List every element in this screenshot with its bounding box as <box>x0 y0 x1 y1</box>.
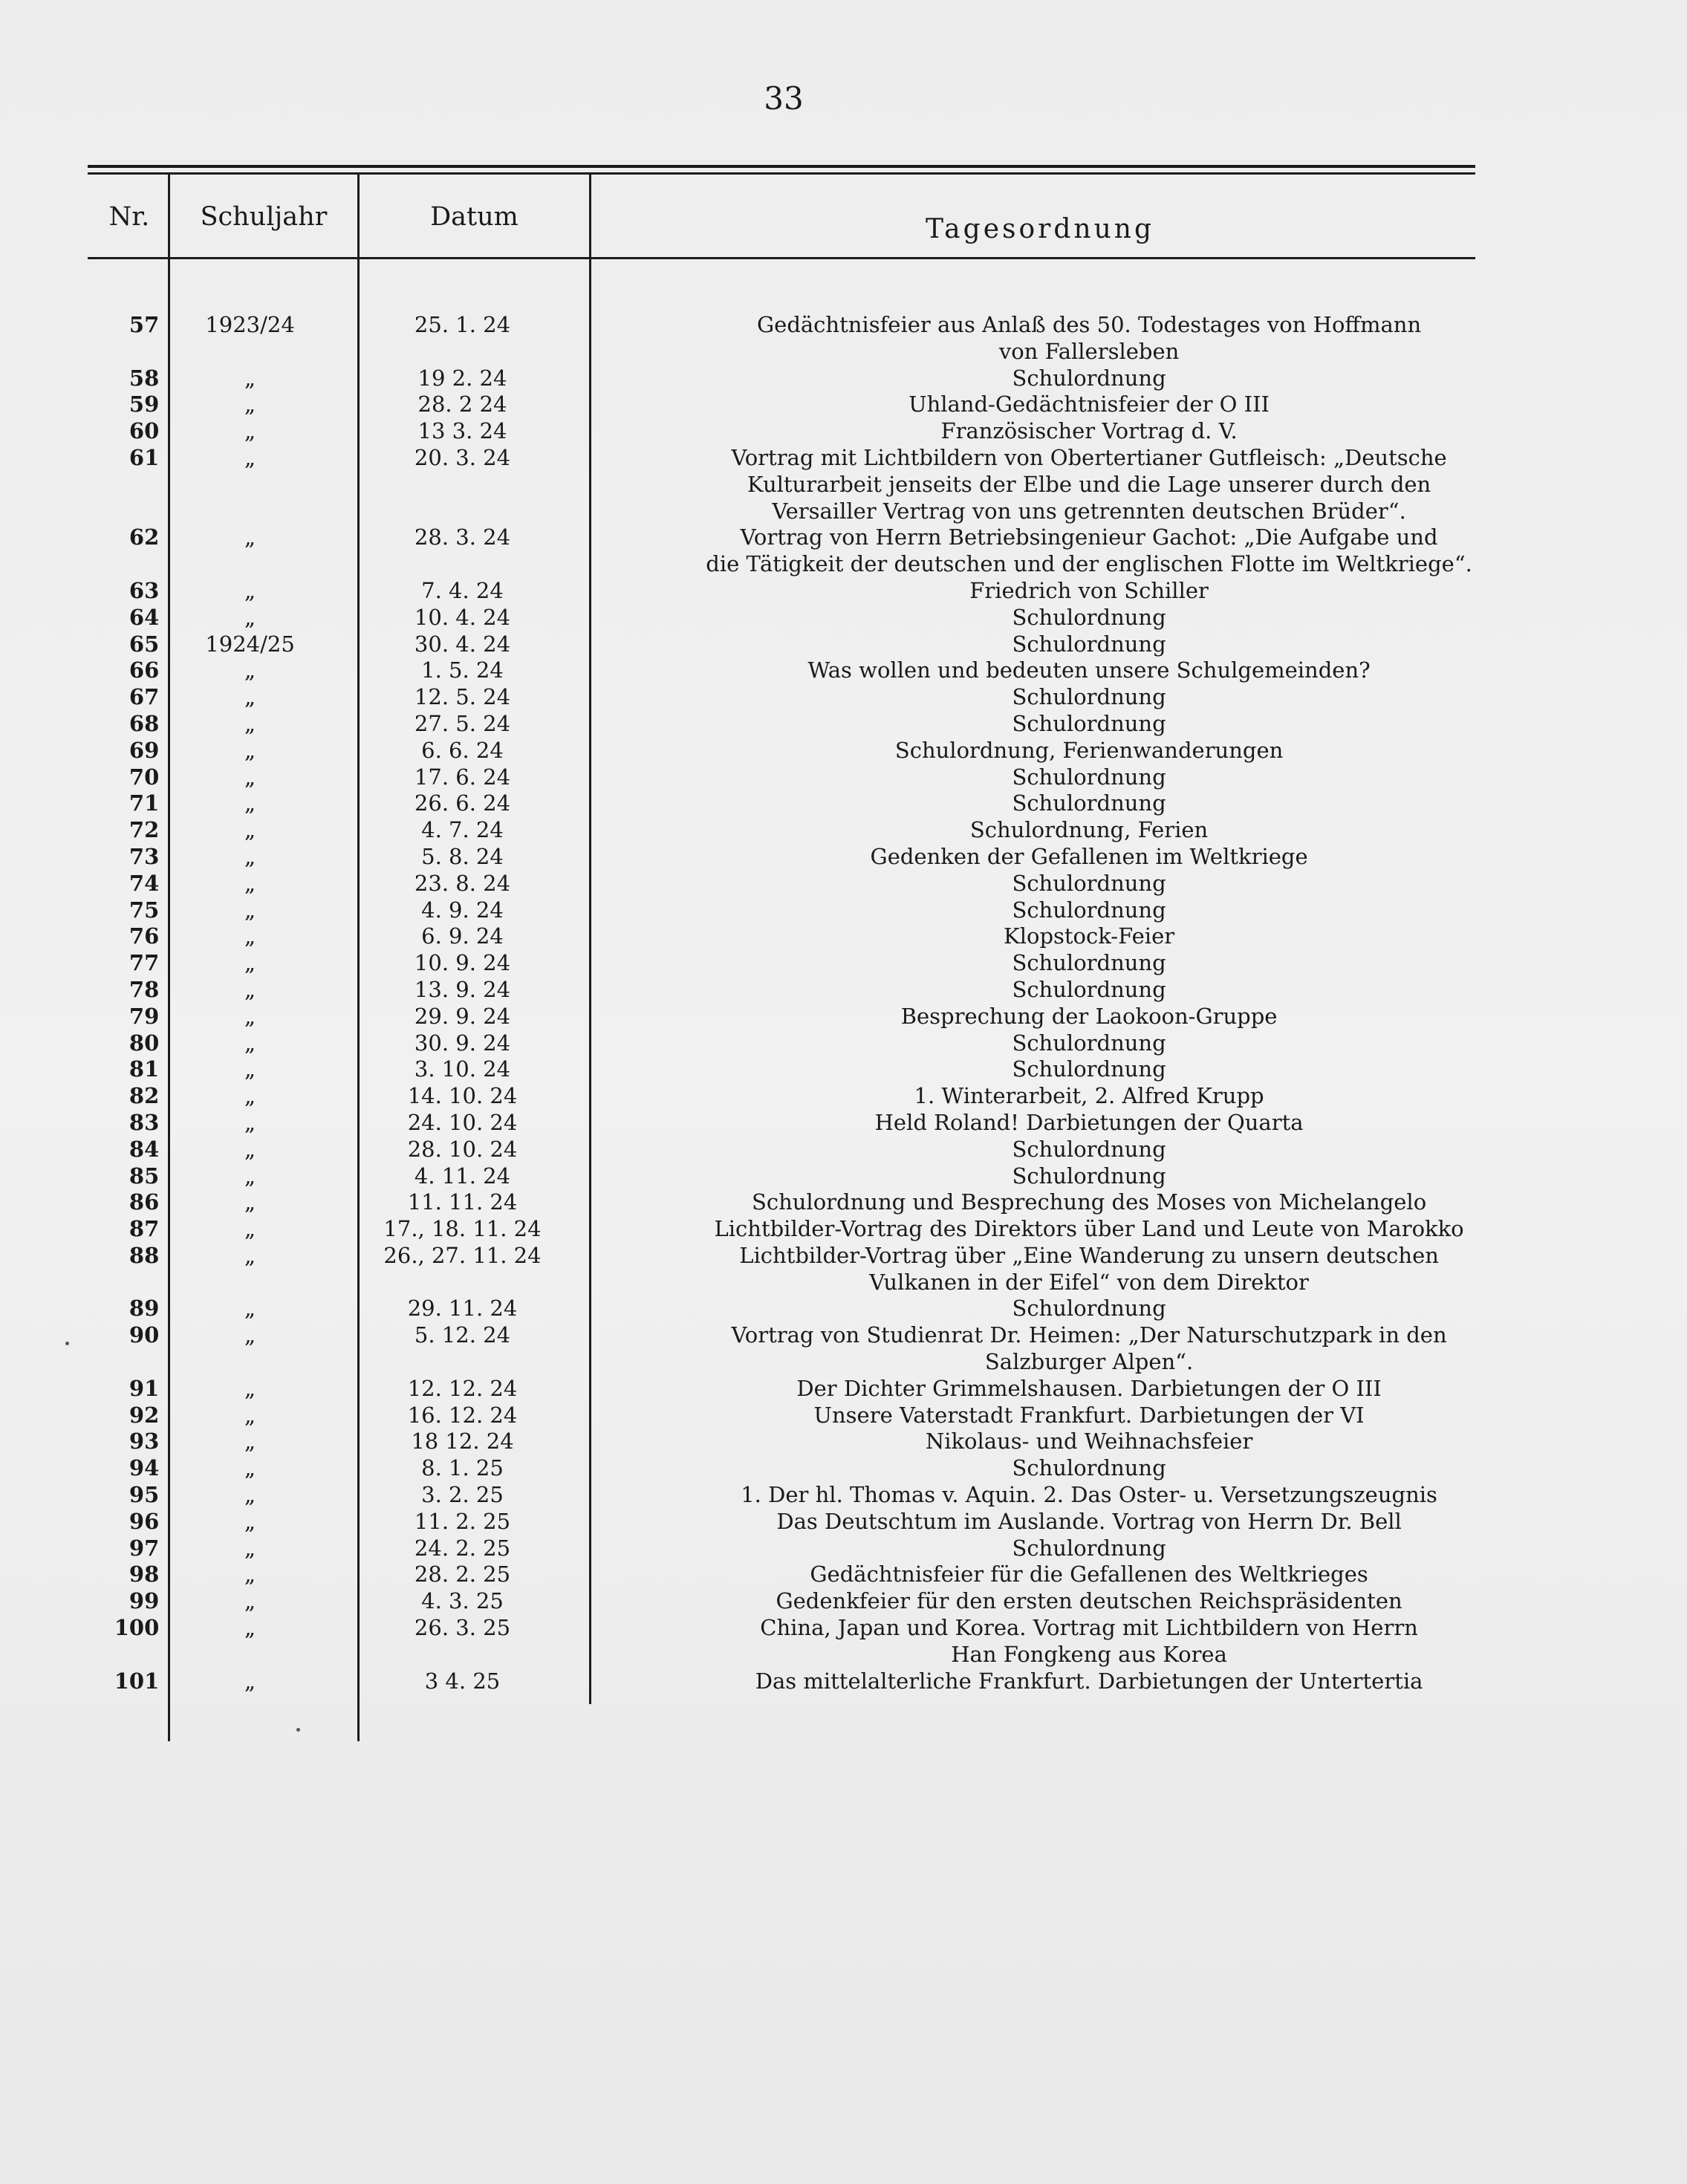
row-datum: 28. 10. 24 <box>407 1136 518 1162</box>
row-number: 91 <box>129 1375 160 1401</box>
row-datum: 25. 1. 24 <box>414 312 511 337</box>
row-number: 97 <box>129 1535 160 1561</box>
row-tagesordnung: Schulordnung <box>1012 950 1166 976</box>
row-schuljahr: „ <box>244 1003 256 1029</box>
table-row <box>88 1509 1475 1535</box>
row-tagesordnung: Schulordnung <box>1012 1455 1166 1481</box>
table-row <box>88 1243 1475 1296</box>
row-datum: 4. 3. 25 <box>421 1588 504 1614</box>
row-datum: 30. 9. 24 <box>414 1030 511 1056</box>
meeting-table-body <box>88 312 1475 1694</box>
table-row <box>88 445 1475 524</box>
row-schuljahr: „ <box>244 1668 256 1694</box>
header-tagesordnung: Tagesordnung <box>925 214 1155 244</box>
row-datum: 13 3. 24 <box>417 418 507 444</box>
row-number: 92 <box>129 1402 160 1428</box>
table-row <box>88 684 1475 711</box>
row-schuljahr: „ <box>244 1375 256 1401</box>
header-datum: Datum <box>430 202 519 232</box>
table-row <box>88 923 1475 950</box>
row-number: 86 <box>129 1189 160 1215</box>
row-datum: 10. 4. 24 <box>414 604 511 630</box>
row-number: 81 <box>129 1056 160 1082</box>
row-schuljahr: „ <box>244 1189 256 1215</box>
row-datum: 4. 11. 24 <box>414 1163 511 1189</box>
row-tagesordnung: Was wollen und bedeuten unsere Schulgemeinden? <box>807 657 1371 683</box>
row-schuljahr: „ <box>244 1561 256 1587</box>
row-tagesordnung: Vortrag von Studienrat Dr. Heimen: „Der Naturschutzpark in den Salzburger Alpen“. <box>731 1322 1447 1375</box>
row-datum: 6. 6. 24 <box>421 737 504 763</box>
row-schuljahr: „ <box>244 604 256 630</box>
row-schuljahr: „ <box>244 870 256 896</box>
row-schuljahr: „ <box>244 1242 256 1268</box>
table-row <box>88 1189 1475 1216</box>
table-row <box>88 1455 1475 1482</box>
table-row <box>88 844 1475 871</box>
row-number: 90 <box>129 1322 160 1348</box>
row-tagesordnung: Schulordnung <box>1012 976 1166 1002</box>
row-number: 67 <box>129 684 160 710</box>
row-tagesordnung: Vortrag von Herrn Betriebsingenieur Gachot: „Die Aufgabe und die Tätigkeit der deutschen und der englischen Flotte im Weltkriege“. <box>706 524 1472 577</box>
table-row <box>88 1668 1475 1695</box>
row-tagesordnung: China, Japan und Korea. Vortrag mit Lichtbildern von Herrn Han Fongkeng aus Korea <box>760 1615 1418 1667</box>
table-row <box>88 738 1475 764</box>
row-number: 69 <box>129 737 160 763</box>
row-number: 93 <box>129 1429 160 1455</box>
row-number: 62 <box>129 524 160 550</box>
row-datum: 27. 5. 24 <box>414 710 511 736</box>
row-datum: 26. 6. 24 <box>414 790 511 816</box>
table-row <box>88 1004 1475 1030</box>
row-number: 87 <box>129 1216 160 1242</box>
row-schuljahr: „ <box>244 444 256 470</box>
row-number: 79 <box>129 1003 160 1029</box>
row-tagesordnung: Vortrag mit Lichtbildern von Obertertianer Gutfleisch: „Deutsche Kulturarbeit jenseits der Elbe und die Lage unserer durch den Versailler Vertrag von uns getrennten deutschen Brüder“. <box>731 444 1447 524</box>
row-tagesordnung: Das mittelalterliche Frankfurt. Darbietungen der Untertertia <box>755 1668 1423 1694</box>
row-tagesordnung: Schulordnung <box>1012 684 1166 710</box>
table-row <box>88 418 1475 445</box>
row-datum: 5. 12. 24 <box>414 1322 511 1348</box>
row-tagesordnung: Held Roland! Darbietungen der Quarta <box>874 1109 1304 1135</box>
row-number: 98 <box>129 1561 160 1587</box>
table-row <box>88 1030 1475 1057</box>
row-datum: 28. 3. 24 <box>414 524 511 550</box>
row-schuljahr: „ <box>244 1535 256 1561</box>
row-tagesordnung: Schulordnung <box>1012 870 1166 896</box>
row-schuljahr: 1924/25 <box>205 631 295 657</box>
row-schuljahr: „ <box>244 976 256 1002</box>
header-rule <box>88 257 1475 259</box>
row-tagesordnung: Gedenkfeier für den ersten deutschen Reichspräsidenten <box>776 1588 1402 1614</box>
row-number: 99 <box>129 1588 160 1614</box>
row-number: 60 <box>129 418 160 444</box>
row-datum: 3. 10. 24 <box>414 1056 511 1082</box>
table-row <box>88 524 1475 578</box>
row-schuljahr: „ <box>244 1163 256 1189</box>
table-row <box>88 977 1475 1004</box>
row-datum: 3 4. 25 <box>424 1668 501 1694</box>
row-number: 75 <box>129 897 160 923</box>
row-schuljahr: „ <box>244 1030 256 1056</box>
row-schuljahr: „ <box>244 764 256 790</box>
table-row <box>88 1403 1475 1429</box>
row-datum: 24. 2. 25 <box>414 1535 511 1561</box>
row-datum: 17., 18. 11. 24 <box>383 1216 542 1242</box>
row-number: 70 <box>129 764 160 790</box>
row-datum: 11. 2. 25 <box>414 1508 511 1534</box>
row-tagesordnung: Schulordnung <box>1012 790 1166 816</box>
row-number: 57 <box>129 312 160 337</box>
row-number: 88 <box>129 1242 160 1268</box>
row-tagesordnung: Lichtbilder-Vortrag über „Eine Wanderung zu unsern deutschen Vulkanen in der Eifel“ von dem Direktor <box>739 1242 1439 1295</box>
row-tagesordnung: Schulordnung <box>1012 710 1166 736</box>
table-row <box>88 1615 1475 1668</box>
row-number: 68 <box>129 710 160 736</box>
row-schuljahr: „ <box>244 1136 256 1162</box>
row-datum: 8. 1. 25 <box>421 1455 504 1481</box>
row-tagesordnung: Französischer Vortrag d. V. <box>940 418 1238 444</box>
row-datum: 7. 4. 24 <box>421 577 504 603</box>
row-schuljahr: „ <box>244 1429 256 1455</box>
row-datum: 10. 9. 24 <box>414 950 511 976</box>
row-number: 78 <box>129 976 160 1002</box>
row-number: 66 <box>129 657 160 683</box>
row-tagesordnung: Schulordnung <box>1012 604 1166 630</box>
scan-speck <box>296 1728 300 1732</box>
row-tagesordnung: Schulordnung <box>1012 1056 1166 1082</box>
row-number: 83 <box>129 1109 160 1135</box>
table-row <box>88 1216 1475 1243</box>
table-row <box>88 1588 1475 1615</box>
row-datum: 26. 3. 25 <box>414 1615 511 1641</box>
row-tagesordnung: Lichtbilder-Vortrag des Direktors über Land und Leute von Marokko <box>714 1216 1464 1242</box>
row-datum: 23. 8. 24 <box>414 870 511 896</box>
row-number: 95 <box>129 1482 160 1508</box>
row-datum: 4. 7. 24 <box>421 817 504 843</box>
scan-speck <box>65 1342 69 1345</box>
row-number: 76 <box>129 923 160 949</box>
row-schuljahr: „ <box>244 577 256 603</box>
table-row <box>88 1561 1475 1588</box>
table-row <box>88 631 1475 658</box>
row-number: 74 <box>129 870 160 896</box>
table-row <box>88 1482 1475 1509</box>
row-number: 94 <box>129 1455 160 1481</box>
row-schuljahr: 1923/24 <box>205 312 295 337</box>
row-datum: 18 12. 24 <box>411 1429 514 1455</box>
row-tagesordnung: Schulordnung <box>1012 1535 1166 1561</box>
row-number: 101 <box>114 1668 160 1694</box>
row-schuljahr: „ <box>244 365 256 391</box>
row-datum: 6. 9. 24 <box>421 923 504 949</box>
row-schuljahr: „ <box>244 1482 256 1508</box>
table-row <box>88 578 1475 605</box>
row-schuljahr: „ <box>244 1296 256 1322</box>
table-row <box>88 365 1475 392</box>
table-row <box>88 764 1475 791</box>
row-number: 80 <box>129 1030 160 1056</box>
row-schuljahr: „ <box>244 1508 256 1534</box>
row-tagesordnung: Der Dichter Grimmelshausen. Darbietungen der O III <box>796 1375 1382 1401</box>
row-number: 59 <box>129 391 160 417</box>
row-schuljahr: „ <box>244 524 256 550</box>
row-tagesordnung: Schulordnung <box>1012 631 1166 657</box>
table-row <box>88 1322 1475 1376</box>
row-tagesordnung: Unsere Vaterstadt Frankfurt. Darbietungen der VI <box>813 1402 1365 1428</box>
table-row <box>88 657 1475 684</box>
row-datum: 24. 10. 24 <box>407 1109 518 1135</box>
row-number: 89 <box>129 1296 160 1322</box>
table-row <box>88 817 1475 844</box>
row-tagesordnung: Schulordnung <box>1012 1030 1166 1056</box>
row-schuljahr: „ <box>244 843 256 869</box>
row-tagesordnung: Gedächtnisfeier aus Anlaß des 50. Todestages von Hoffmann von Fallersleben <box>756 312 1422 364</box>
row-datum: 29. 11. 24 <box>407 1296 518 1322</box>
header-schuljahr: Schuljahr <box>200 202 328 232</box>
row-number: 84 <box>129 1136 160 1162</box>
row-tagesordnung: Schulordnung <box>1012 1296 1166 1322</box>
row-tagesordnung: Schulordnung <box>1012 897 1166 923</box>
table-row <box>88 1429 1475 1455</box>
table-row <box>88 1137 1475 1163</box>
table-row <box>88 711 1475 738</box>
row-number: 71 <box>129 790 160 816</box>
table-row <box>88 1056 1475 1083</box>
row-datum: 5. 8. 24 <box>421 843 504 869</box>
table-row <box>88 391 1475 418</box>
row-number: 64 <box>129 604 160 630</box>
row-schuljahr: „ <box>244 684 256 710</box>
row-tagesordnung: Klopstock-Feier <box>1004 923 1175 949</box>
row-datum: 14. 10. 24 <box>407 1083 518 1109</box>
table-row <box>88 1535 1475 1562</box>
row-schuljahr: „ <box>244 1615 256 1641</box>
top-rule <box>88 165 1475 168</box>
table-row <box>88 1163 1475 1190</box>
table-row <box>88 1296 1475 1322</box>
row-number: 72 <box>129 817 160 843</box>
table-row <box>88 605 1475 631</box>
row-schuljahr: „ <box>244 1109 256 1135</box>
row-datum: 11. 11. 24 <box>407 1189 518 1215</box>
row-datum: 3. 2. 25 <box>421 1482 504 1508</box>
row-schuljahr: „ <box>244 1402 256 1428</box>
row-number: 96 <box>129 1508 160 1534</box>
row-schuljahr: „ <box>244 1056 256 1082</box>
row-tagesordnung: Schulordnung <box>1012 1136 1166 1162</box>
row-tagesordnung: Nikolaus- und Weihnachsfeier <box>925 1429 1253 1455</box>
row-number: 65 <box>129 631 160 657</box>
table-row <box>88 1376 1475 1403</box>
row-tagesordnung: Uhland-Gedächtnisfeier der O III <box>908 391 1270 417</box>
row-schuljahr: „ <box>244 1083 256 1109</box>
row-number: 82 <box>129 1083 160 1109</box>
row-schuljahr: „ <box>244 817 256 843</box>
row-number: 61 <box>129 444 160 470</box>
row-schuljahr: „ <box>244 923 256 949</box>
row-datum: 29. 9. 24 <box>414 1003 511 1029</box>
row-datum: 26., 27. 11. 24 <box>383 1242 542 1268</box>
row-number: 58 <box>129 365 160 391</box>
row-tagesordnung: Schulordnung und Besprechung des Moses von Michelangelo <box>751 1189 1427 1215</box>
row-number: 73 <box>129 843 160 869</box>
row-tagesordnung: Gedächtnisfeier für die Gefallenen des Weltkrieges <box>810 1561 1368 1587</box>
row-tagesordnung: Das Deutschtum im Auslande. Vortrag von Herrn Dr. Bell <box>776 1508 1402 1534</box>
row-datum: 13. 9. 24 <box>414 976 511 1002</box>
table-row <box>88 1110 1475 1137</box>
row-tagesordnung: Schulordnung <box>1012 764 1166 790</box>
row-schuljahr: „ <box>244 1216 256 1242</box>
row-tagesordnung: Besprechung der Laokoon-Gruppe <box>900 1003 1278 1029</box>
row-tagesordnung: Schulordnung, Ferien <box>969 817 1209 843</box>
table-row <box>88 312 1475 365</box>
table-row <box>88 790 1475 817</box>
table-row <box>88 1083 1475 1110</box>
row-datum: 20. 3. 24 <box>414 444 511 470</box>
table-row <box>88 897 1475 924</box>
row-number: 63 <box>129 577 160 603</box>
row-tagesordnung: Schulordnung <box>1012 1163 1166 1189</box>
row-number: 85 <box>129 1163 160 1189</box>
row-datum: 28. 2. 25 <box>414 1561 511 1587</box>
row-datum: 16. 12. 24 <box>407 1402 518 1428</box>
table-row <box>88 950 1475 977</box>
row-schuljahr: „ <box>244 950 256 976</box>
row-schuljahr: „ <box>244 1588 256 1614</box>
row-datum: 28. 2 24 <box>417 391 507 417</box>
row-schuljahr: „ <box>244 657 256 683</box>
row-datum: 4. 9. 24 <box>421 897 504 923</box>
row-number: 100 <box>114 1615 160 1641</box>
row-tagesordnung: 1. Der hl. Thomas v. Aquin. 2. Das Oster- u. Versetzungszeugnis <box>741 1482 1437 1508</box>
row-datum: 17. 6. 24 <box>414 764 511 790</box>
header-nr: Nr. <box>108 202 150 232</box>
row-schuljahr: „ <box>244 1455 256 1481</box>
row-datum: 19 2. 24 <box>417 365 507 391</box>
row-tagesordnung: Gedenken der Gefallenen im Weltkriege <box>870 843 1308 869</box>
row-datum: 12. 5. 24 <box>414 684 511 710</box>
row-schuljahr: „ <box>244 391 256 417</box>
row-tagesordnung: Schulordnung <box>1012 365 1166 391</box>
row-schuljahr: „ <box>244 1322 256 1348</box>
row-number: 77 <box>129 950 160 976</box>
row-datum: 30. 4. 24 <box>414 631 511 657</box>
row-schuljahr: „ <box>244 897 256 923</box>
row-schuljahr: „ <box>244 710 256 736</box>
top-rule-thin <box>88 172 1475 175</box>
row-tagesordnung: Friedrich von Schiller <box>969 577 1209 603</box>
row-tagesordnung: Schulordnung, Ferienwanderungen <box>894 737 1284 763</box>
page-number: 33 <box>764 80 804 117</box>
row-schuljahr: „ <box>244 418 256 444</box>
row-datum: 1. 5. 24 <box>421 657 504 683</box>
row-schuljahr: „ <box>244 737 256 763</box>
row-datum: 12. 12. 24 <box>407 1375 518 1401</box>
row-tagesordnung: 1. Winterarbeit, 2. Alfred Krupp <box>914 1083 1264 1109</box>
row-schuljahr: „ <box>244 790 256 816</box>
table-row <box>88 871 1475 897</box>
